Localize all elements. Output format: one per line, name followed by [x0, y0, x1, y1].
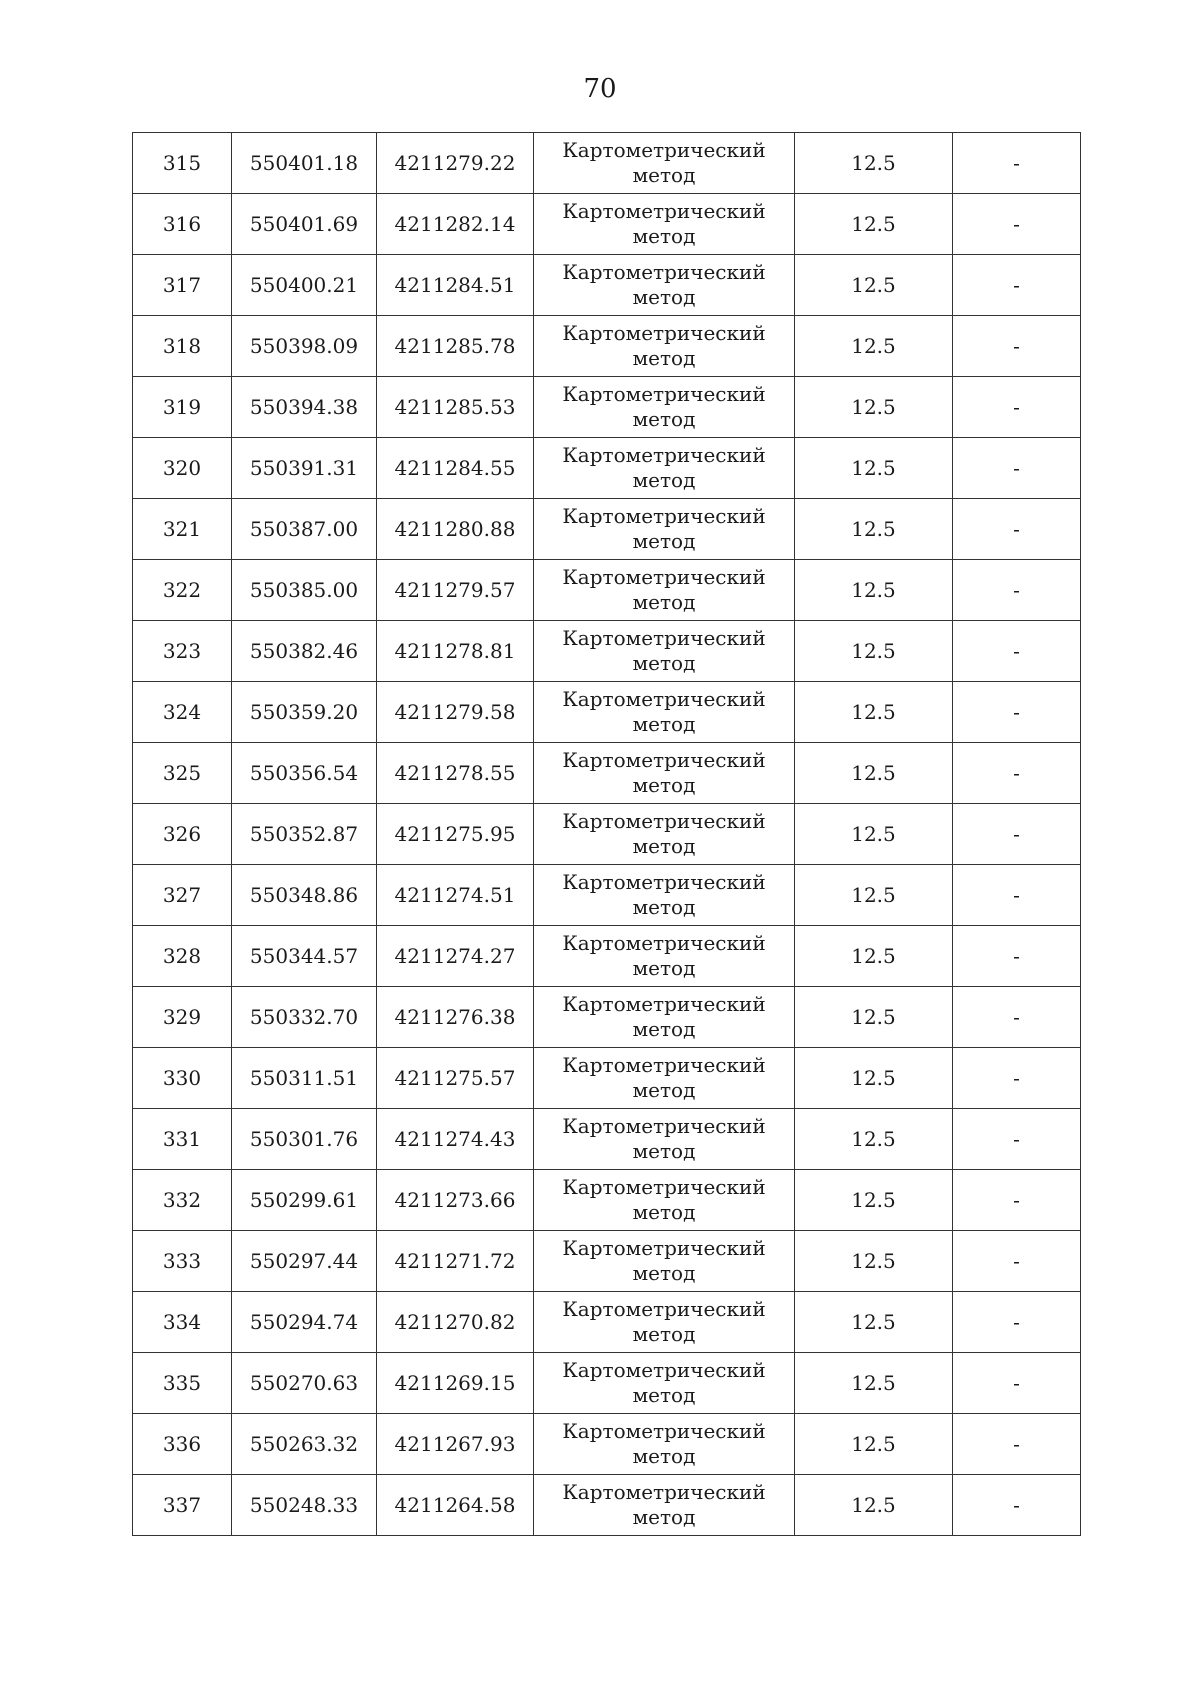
- accuracy-cell: 12.5: [795, 1048, 953, 1109]
- point-number-cell: 325: [133, 743, 232, 804]
- note-cell: -: [953, 1475, 1081, 1536]
- method-line-2: метод: [632, 651, 696, 675]
- table-row: [133, 194, 1081, 255]
- point-number-cell: 328: [133, 926, 232, 987]
- accuracy-cell: 12.5: [795, 377, 953, 438]
- method-cell: [534, 926, 795, 987]
- method-line-1: Картометрический: [562, 382, 766, 406]
- x-coordinate-cell: 550394.38: [232, 377, 377, 438]
- point-number-cell: 322: [133, 560, 232, 621]
- method-line-2: метод: [632, 1261, 696, 1285]
- method-line-1: Картометрический: [562, 504, 766, 528]
- method-line-1: Картометрический: [562, 443, 766, 467]
- accuracy-cell: 12.5: [795, 194, 953, 255]
- x-coordinate-cell: 550385.00: [232, 560, 377, 621]
- method-cell: [534, 743, 795, 804]
- method-line-1: Картометрический: [562, 1175, 766, 1199]
- method-line-2: метод: [632, 285, 696, 309]
- method-line-2: метод: [632, 834, 696, 858]
- method-line-2: метод: [632, 1322, 696, 1346]
- table-row: [133, 1475, 1081, 1536]
- table-row: [133, 438, 1081, 499]
- point-number-cell: 332: [133, 1170, 232, 1231]
- point-number-cell: 323: [133, 621, 232, 682]
- table-row: [133, 804, 1081, 865]
- note-cell: -: [953, 316, 1081, 377]
- point-number-cell: 321: [133, 499, 232, 560]
- x-coordinate-cell: 550400.21: [232, 255, 377, 316]
- x-coordinate-cell: 550391.31: [232, 438, 377, 499]
- table-row: [133, 865, 1081, 926]
- y-coordinate-cell: 4211264.58: [377, 1475, 534, 1536]
- method-cell: [534, 1109, 795, 1170]
- method-line-2: метод: [632, 712, 696, 736]
- accuracy-cell: 12.5: [795, 743, 953, 804]
- y-coordinate-cell: 4211285.53: [377, 377, 534, 438]
- x-coordinate-cell: 550398.09: [232, 316, 377, 377]
- note-cell: -: [953, 621, 1081, 682]
- note-cell: -: [953, 438, 1081, 499]
- x-coordinate-cell: 550332.70: [232, 987, 377, 1048]
- table-row: [133, 1170, 1081, 1231]
- x-coordinate-cell: 550270.63: [232, 1353, 377, 1414]
- accuracy-cell: 12.5: [795, 1414, 953, 1475]
- x-coordinate-cell: 550311.51: [232, 1048, 377, 1109]
- table-body: [133, 133, 1081, 1536]
- accuracy-cell: 12.5: [795, 865, 953, 926]
- method-cell: [534, 987, 795, 1048]
- method-line-1: Картометрический: [562, 321, 766, 345]
- accuracy-cell: 12.5: [795, 316, 953, 377]
- table-row: [133, 926, 1081, 987]
- x-coordinate-cell: 550248.33: [232, 1475, 377, 1536]
- method-cell: [534, 804, 795, 865]
- note-cell: -: [953, 926, 1081, 987]
- method-line-1: Картометрический: [562, 1419, 766, 1443]
- point-number-cell: 336: [133, 1414, 232, 1475]
- note-cell: -: [953, 194, 1081, 255]
- method-cell: [534, 1414, 795, 1475]
- table-row: [133, 377, 1081, 438]
- note-cell: -: [953, 1231, 1081, 1292]
- method-line-2: метод: [632, 1383, 696, 1407]
- accuracy-cell: 12.5: [795, 499, 953, 560]
- x-coordinate-cell: 550348.86: [232, 865, 377, 926]
- method-line-2: метод: [632, 1444, 696, 1468]
- point-number-cell: 316: [133, 194, 232, 255]
- method-cell: [534, 1475, 795, 1536]
- method-cell: [534, 621, 795, 682]
- accuracy-cell: 12.5: [795, 438, 953, 499]
- method-line-1: Картометрический: [562, 1480, 766, 1504]
- y-coordinate-cell: 4211276.38: [377, 987, 534, 1048]
- point-number-cell: 335: [133, 1353, 232, 1414]
- method-line-1: Картометрический: [562, 199, 766, 223]
- accuracy-cell: 12.5: [795, 1170, 953, 1231]
- method-cell: [534, 499, 795, 560]
- y-coordinate-cell: 4211271.72: [377, 1231, 534, 1292]
- point-number-cell: 337: [133, 1475, 232, 1536]
- table-row: [133, 133, 1081, 194]
- point-number-cell: 319: [133, 377, 232, 438]
- y-coordinate-cell: 4211279.22: [377, 133, 534, 194]
- y-coordinate-cell: 4211274.51: [377, 865, 534, 926]
- point-number-cell: 318: [133, 316, 232, 377]
- note-cell: -: [953, 1170, 1081, 1231]
- note-cell: -: [953, 987, 1081, 1048]
- x-coordinate-cell: 550344.57: [232, 926, 377, 987]
- method-line-2: метод: [632, 590, 696, 614]
- method-cell: [534, 194, 795, 255]
- method-cell: [534, 133, 795, 194]
- method-line-2: метод: [632, 773, 696, 797]
- method-cell: [534, 255, 795, 316]
- y-coordinate-cell: 4211273.66: [377, 1170, 534, 1231]
- accuracy-cell: 12.5: [795, 1475, 953, 1536]
- y-coordinate-cell: 4211284.51: [377, 255, 534, 316]
- table-row: [133, 1048, 1081, 1109]
- x-coordinate-cell: 550301.76: [232, 1109, 377, 1170]
- table-row: [133, 682, 1081, 743]
- table-row: [133, 987, 1081, 1048]
- table-row: [133, 255, 1081, 316]
- method-line-1: Картометрический: [562, 870, 766, 894]
- note-cell: -: [953, 682, 1081, 743]
- x-coordinate-cell: 550297.44: [232, 1231, 377, 1292]
- method-line-2: метод: [632, 346, 696, 370]
- method-line-1: Картометрический: [562, 748, 766, 772]
- note-cell: -: [953, 255, 1081, 316]
- table-row: [133, 621, 1081, 682]
- table-row: [133, 1414, 1081, 1475]
- method-cell: [534, 865, 795, 926]
- point-number-cell: 334: [133, 1292, 232, 1353]
- method-line-2: метод: [632, 1017, 696, 1041]
- table-row: [133, 316, 1081, 377]
- note-cell: -: [953, 1414, 1081, 1475]
- table-row: [133, 499, 1081, 560]
- table-row: [133, 1353, 1081, 1414]
- method-cell: [534, 1170, 795, 1231]
- page-number: 70: [583, 74, 617, 104]
- note-cell: -: [953, 560, 1081, 621]
- method-line-1: Картометрический: [562, 1236, 766, 1260]
- method-line-2: метод: [632, 956, 696, 980]
- note-cell: -: [953, 133, 1081, 194]
- method-cell: [534, 560, 795, 621]
- note-cell: -: [953, 1353, 1081, 1414]
- y-coordinate-cell: 4211279.58: [377, 682, 534, 743]
- x-coordinate-cell: 550359.20: [232, 682, 377, 743]
- method-line-1: Картометрический: [562, 1297, 766, 1321]
- y-coordinate-cell: 4211278.81: [377, 621, 534, 682]
- accuracy-cell: 12.5: [795, 1292, 953, 1353]
- method-line-2: метод: [632, 407, 696, 431]
- note-cell: -: [953, 804, 1081, 865]
- x-coordinate-cell: 550401.69: [232, 194, 377, 255]
- method-line-2: метод: [632, 1505, 696, 1529]
- method-line-1: Картометрический: [562, 1358, 766, 1382]
- y-coordinate-cell: 4211284.55: [377, 438, 534, 499]
- y-coordinate-cell: 4211278.55: [377, 743, 534, 804]
- accuracy-cell: 12.5: [795, 1109, 953, 1170]
- y-coordinate-cell: 4211285.78: [377, 316, 534, 377]
- y-coordinate-cell: 4211275.95: [377, 804, 534, 865]
- note-cell: -: [953, 1048, 1081, 1109]
- method-line-2: метод: [632, 529, 696, 553]
- point-number-cell: 315: [133, 133, 232, 194]
- method-line-1: Картометрический: [562, 809, 766, 833]
- method-line-1: Картометрический: [562, 687, 766, 711]
- method-line-1: Картометрический: [562, 992, 766, 1016]
- method-line-2: метод: [632, 224, 696, 248]
- accuracy-cell: 12.5: [795, 621, 953, 682]
- y-coordinate-cell: 4211280.88: [377, 499, 534, 560]
- point-number-cell: 327: [133, 865, 232, 926]
- method-line-2: метод: [632, 468, 696, 492]
- method-line-2: метод: [632, 895, 696, 919]
- accuracy-cell: 12.5: [795, 1353, 953, 1414]
- y-coordinate-cell: 4211269.15: [377, 1353, 534, 1414]
- y-coordinate-cell: 4211282.14: [377, 194, 534, 255]
- table-row: [133, 1292, 1081, 1353]
- note-cell: -: [953, 865, 1081, 926]
- table-row: [133, 1231, 1081, 1292]
- accuracy-cell: 12.5: [795, 560, 953, 621]
- note-cell: -: [953, 499, 1081, 560]
- method-cell: [534, 438, 795, 499]
- y-coordinate-cell: 4211275.57: [377, 1048, 534, 1109]
- point-number-cell: 330: [133, 1048, 232, 1109]
- x-coordinate-cell: 550382.46: [232, 621, 377, 682]
- y-coordinate-cell: 4211274.27: [377, 926, 534, 987]
- note-cell: -: [953, 1109, 1081, 1170]
- y-coordinate-cell: 4211274.43: [377, 1109, 534, 1170]
- method-cell: [534, 682, 795, 743]
- method-line-1: Картометрический: [562, 931, 766, 955]
- method-line-2: метод: [632, 1139, 696, 1163]
- point-number-cell: 329: [133, 987, 232, 1048]
- table-row: [133, 560, 1081, 621]
- point-number-cell: 331: [133, 1109, 232, 1170]
- accuracy-cell: 12.5: [795, 133, 953, 194]
- x-coordinate-cell: 550352.87: [232, 804, 377, 865]
- method-cell: [534, 1292, 795, 1353]
- x-coordinate-cell: 550294.74: [232, 1292, 377, 1353]
- coordinates-table: [132, 132, 1081, 1536]
- method-cell: [534, 1231, 795, 1292]
- x-coordinate-cell: 550401.18: [232, 133, 377, 194]
- x-coordinate-cell: 550263.32: [232, 1414, 377, 1475]
- method-line-2: метод: [632, 1200, 696, 1224]
- y-coordinate-cell: 4211267.93: [377, 1414, 534, 1475]
- y-coordinate-cell: 4211279.57: [377, 560, 534, 621]
- point-number-cell: 326: [133, 804, 232, 865]
- method-line-2: метод: [632, 1078, 696, 1102]
- accuracy-cell: 12.5: [795, 987, 953, 1048]
- method-cell: [534, 377, 795, 438]
- y-coordinate-cell: 4211270.82: [377, 1292, 534, 1353]
- method-line-1: Картометрический: [562, 565, 766, 589]
- method-line-1: Картометрический: [562, 138, 766, 162]
- note-cell: -: [953, 743, 1081, 804]
- x-coordinate-cell: 550356.54: [232, 743, 377, 804]
- note-cell: -: [953, 1292, 1081, 1353]
- method-line-1: Картометрический: [562, 260, 766, 284]
- accuracy-cell: 12.5: [795, 255, 953, 316]
- point-number-cell: 317: [133, 255, 232, 316]
- point-number-cell: 324: [133, 682, 232, 743]
- accuracy-cell: 12.5: [795, 926, 953, 987]
- accuracy-cell: 12.5: [795, 682, 953, 743]
- table-row: [133, 1109, 1081, 1170]
- method-cell: [534, 1353, 795, 1414]
- method-cell: [534, 1048, 795, 1109]
- method-line-1: Картометрический: [562, 1053, 766, 1077]
- method-line-1: Картометрический: [562, 1114, 766, 1138]
- x-coordinate-cell: 550299.61: [232, 1170, 377, 1231]
- accuracy-cell: 12.5: [795, 804, 953, 865]
- point-number-cell: 333: [133, 1231, 232, 1292]
- method-line-2: метод: [632, 163, 696, 187]
- table-row: [133, 743, 1081, 804]
- method-cell: [534, 316, 795, 377]
- note-cell: -: [953, 377, 1081, 438]
- point-number-cell: 320: [133, 438, 232, 499]
- x-coordinate-cell: 550387.00: [232, 499, 377, 560]
- method-line-1: Картометрический: [562, 626, 766, 650]
- accuracy-cell: 12.5: [795, 1231, 953, 1292]
